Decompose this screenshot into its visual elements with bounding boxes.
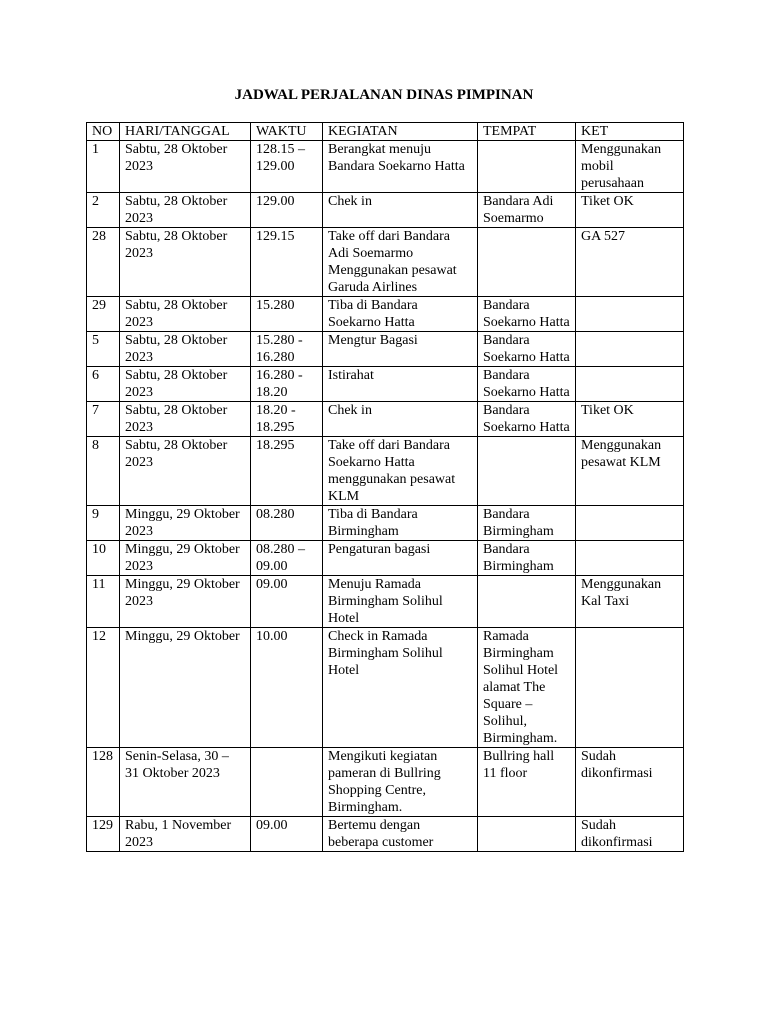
cell-time: 15.280 - 16.280 <box>251 332 323 367</box>
cell-time: 10.00 <box>251 628 323 748</box>
cell-note <box>576 506 684 541</box>
cell-no: 29 <box>87 297 120 332</box>
table-row <box>87 437 684 506</box>
cell-no: 9 <box>87 506 120 541</box>
cell-place: Bandara Soekarno Hatta <box>478 297 576 332</box>
cell-activity: Chek in <box>323 193 478 228</box>
header-activity: KEGIATAN <box>323 123 478 141</box>
cell-activity: Take off dari Bandara Soekarno Hatta menggunakan pesawat KLM <box>323 437 478 506</box>
cell-activity: Mengikuti kegiatan pameran di Bullring Shopping Centre, Birmingham. <box>323 748 478 817</box>
table-row <box>87 541 684 576</box>
table-row <box>87 576 684 628</box>
cell-time: 18.20 - 18.295 <box>251 402 323 437</box>
header-no: NO <box>87 123 120 141</box>
cell-place <box>478 576 576 628</box>
cell-activity: Tiba di Bandara Birmingham <box>323 506 478 541</box>
cell-no: 5 <box>87 332 120 367</box>
table-row <box>87 628 684 748</box>
cell-no: 1 <box>87 141 120 193</box>
cell-day: Minggu, 29 Oktober <box>120 628 251 748</box>
cell-day: Minggu, 29 Oktober 2023 <box>120 576 251 628</box>
cell-note <box>576 297 684 332</box>
cell-activity: Istirahat <box>323 367 478 402</box>
cell-place: Bandara Soekarno Hatta <box>478 332 576 367</box>
cell-activity: Chek in <box>323 402 478 437</box>
table-row <box>87 193 684 228</box>
cell-no: 128 <box>87 748 120 817</box>
cell-note: Menggunakan mobil perusahaan <box>576 141 684 193</box>
cell-day: Sabtu, 28 Oktober 2023 <box>120 297 251 332</box>
cell-note: Sudah dikonfirmasi <box>576 748 684 817</box>
cell-place: Bandara Birmingham <box>478 541 576 576</box>
table-row <box>87 817 684 852</box>
table-row <box>87 141 684 193</box>
cell-no: 2 <box>87 193 120 228</box>
cell-place: Ramada Birmingham Solihul Hotel alamat The Square – Solihul, Birmingham. <box>478 628 576 748</box>
cell-note: Menggunakan Kal Taxi <box>576 576 684 628</box>
cell-activity: Check in Ramada Birmingham Solihul Hotel <box>323 628 478 748</box>
cell-time: 18.295 <box>251 437 323 506</box>
cell-activity: Pengaturan bagasi <box>323 541 478 576</box>
cell-time: 08.280 <box>251 506 323 541</box>
header-note: KET <box>576 123 684 141</box>
cell-time: 16.280 - 18.20 <box>251 367 323 402</box>
cell-note: GA 527 <box>576 228 684 297</box>
cell-time: 09.00 <box>251 817 323 852</box>
table-row <box>87 228 684 297</box>
cell-place: Bandara Adi Soemarmo <box>478 193 576 228</box>
table-row <box>87 402 684 437</box>
cell-time: 128.15 – 129.00 <box>251 141 323 193</box>
cell-day: Sabtu, 28 Oktober 2023 <box>120 228 251 297</box>
table-row <box>87 748 684 817</box>
table-header-row <box>87 123 684 141</box>
cell-note: Sudah dikonfirmasi <box>576 817 684 852</box>
table-row <box>87 332 684 367</box>
cell-no: 6 <box>87 367 120 402</box>
header-day-date: HARI/TANGGAL <box>120 123 251 141</box>
cell-time: 129.15 <box>251 228 323 297</box>
cell-note <box>576 628 684 748</box>
cell-activity: Berangkat menuju Bandara Soekarno Hatta <box>323 141 478 193</box>
cell-time: 15.280 <box>251 297 323 332</box>
cell-activity: Take off dari Bandara Adi Soemarmo Menggunakan pesawat Garuda Airlines <box>323 228 478 297</box>
cell-activity: Mengtur Bagasi <box>323 332 478 367</box>
table-row <box>87 297 684 332</box>
header-time: WAKTU <box>251 123 323 141</box>
cell-time <box>251 748 323 817</box>
cell-day: Rabu, 1 November 2023 <box>120 817 251 852</box>
cell-activity: Tiba di Bandara Soekarno Hatta <box>323 297 478 332</box>
cell-place: Bandara Soekarno Hatta <box>478 367 576 402</box>
cell-time: 129.00 <box>251 193 323 228</box>
cell-note <box>576 541 684 576</box>
cell-day: Senin-Selasa, 30 – 31 Oktober 2023 <box>120 748 251 817</box>
cell-no: 28 <box>87 228 120 297</box>
cell-place <box>478 817 576 852</box>
cell-no: 129 <box>87 817 120 852</box>
document-title: JADWAL PERJALANAN DINAS PIMPINAN <box>234 87 534 103</box>
cell-day: Sabtu, 28 Oktober 2023 <box>120 141 251 193</box>
cell-note: Menggunakan pesawat KLM <box>576 437 684 506</box>
cell-day: Sabtu, 28 Oktober 2023 <box>120 402 251 437</box>
cell-day: Sabtu, 28 Oktober 2023 <box>120 193 251 228</box>
cell-place <box>478 228 576 297</box>
cell-day: Sabtu, 28 Oktober 2023 <box>120 437 251 506</box>
cell-no: 10 <box>87 541 120 576</box>
cell-day: Minggu, 29 Oktober 2023 <box>120 506 251 541</box>
cell-day: Sabtu, 28 Oktober 2023 <box>120 367 251 402</box>
cell-note <box>576 332 684 367</box>
cell-place: Bullring hall 11 floor <box>478 748 576 817</box>
header-place: TEMPAT <box>478 123 576 141</box>
cell-note: Tiket OK <box>576 193 684 228</box>
cell-no: 11 <box>87 576 120 628</box>
table-row <box>87 506 684 541</box>
cell-no: 12 <box>87 628 120 748</box>
cell-time: 08.280 – 09.00 <box>251 541 323 576</box>
table-row <box>87 367 684 402</box>
cell-time: 09.00 <box>251 576 323 628</box>
schedule-table <box>86 122 684 852</box>
cell-place: Bandara Soekarno Hatta <box>478 402 576 437</box>
cell-place: Bandara Birmingham <box>478 506 576 541</box>
cell-no: 7 <box>87 402 120 437</box>
cell-note: Tiket OK <box>576 402 684 437</box>
cell-place <box>478 437 576 506</box>
cell-activity: Bertemu dengan beberapa customer <box>323 817 478 852</box>
cell-note <box>576 367 684 402</box>
cell-day: Minggu, 29 Oktober 2023 <box>120 541 251 576</box>
cell-place <box>478 141 576 193</box>
cell-activity: Menuju Ramada Birmingham Solihul Hotel <box>323 576 478 628</box>
cell-no: 8 <box>87 437 120 506</box>
cell-day: Sabtu, 28 Oktober 2023 <box>120 332 251 367</box>
